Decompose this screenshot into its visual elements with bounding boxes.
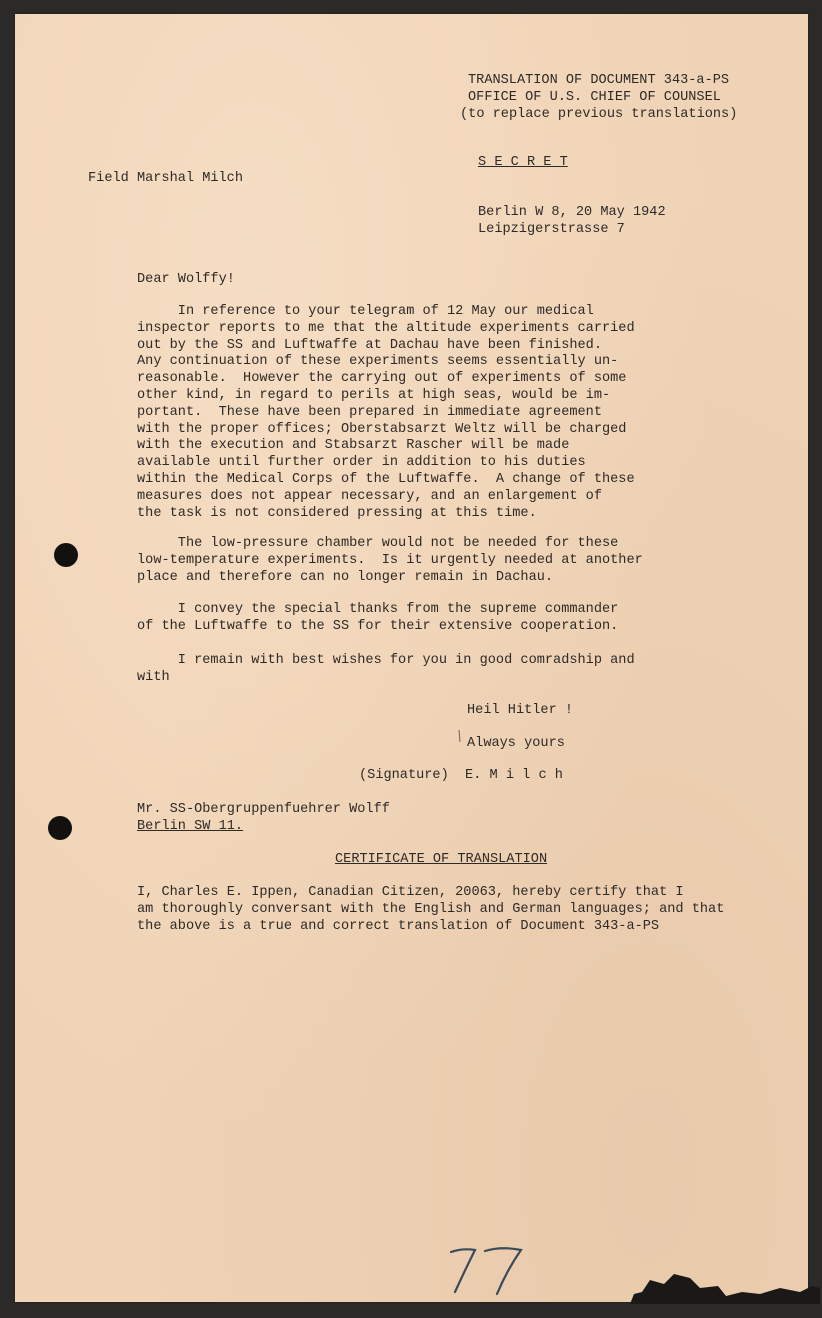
document-page <box>15 14 808 1302</box>
certificate-title: CERTIFICATE OF TRANSLATION <box>335 852 548 867</box>
header-line-2: OFFICE OF U.S. CHIEF OF COUNSEL <box>468 90 721 105</box>
torn-corner <box>630 1270 820 1304</box>
recipient-name: Field Marshal Milch <box>88 171 243 186</box>
place-date-line-1: Berlin W 8, 20 May 1942 <box>478 205 666 220</box>
pencil-tick-mark <box>457 728 465 744</box>
page-number-text: 77 <box>445 1242 446 1243</box>
punch-hole-top <box>54 543 78 567</box>
certificate-text: I, Charles E. Ippen, Canadian Citizen, 20063, hereby certify that I am thoroughly conversant with the English and German languages; and that the above is a true and correct translation of Document 343-a-PS <box>137 885 725 934</box>
place-date-line-2: Leipzigerstrasse 7 <box>478 222 625 237</box>
body-paragraph-4: I remain with best wishes for you in good comradship and with <box>137 653 635 685</box>
header-line-3: (to replace previous translations) <box>460 107 738 122</box>
punch-hole-bottom <box>48 816 72 840</box>
closing-always-yours: Always yours <box>467 736 565 751</box>
body-paragraph-1: In reference to your telegram of 12 May our medical inspector reports to me that the altitude experiments carried out by the SS and Luftwaffe at Dachau have been finished. Any continuation of these experiments seems essentially un- reasonable. However the carrying out of experiments of some other kind, in regard to perils at high seas, would be im- portant. These have been prepared in immediate agreement with the proper offices; Oberstabsarzt Weltz will be charged with the execution and Stabsarzt Rascher will be made available until further order in addition to his duties within the Medical Corps of the Luftwaffe. A change of these measures does not appear necessary, and an enlargement of the task is not considered pressing at this time. <box>137 304 635 521</box>
body-paragraph-3: I convey the special thanks from the supreme commander of the Luftwaffe to the SS for their extensive cooperation. <box>137 602 619 634</box>
closing-heil: Heil Hitler ! <box>467 703 574 718</box>
handwritten-page-number <box>445 1242 535 1298</box>
signature-line: (Signature) E. M i l c h <box>359 768 563 783</box>
salutation: Dear Wolffy! <box>137 272 235 287</box>
addressee-line-1: Mr. SS-Obergruppenfuehrer Wolff <box>137 802 390 817</box>
header-line-1: TRANSLATION OF DOCUMENT 343-a-PS <box>468 73 730 88</box>
addressee-line-2: Berlin SW 11. <box>137 819 244 834</box>
classification-secret: S E C R E T <box>478 155 568 170</box>
body-paragraph-2: The low-pressure chamber would not be needed for these low-temperature experiments. Is it urgently needed at another place and therefore can no longer remain in Dachau. <box>137 536 643 585</box>
